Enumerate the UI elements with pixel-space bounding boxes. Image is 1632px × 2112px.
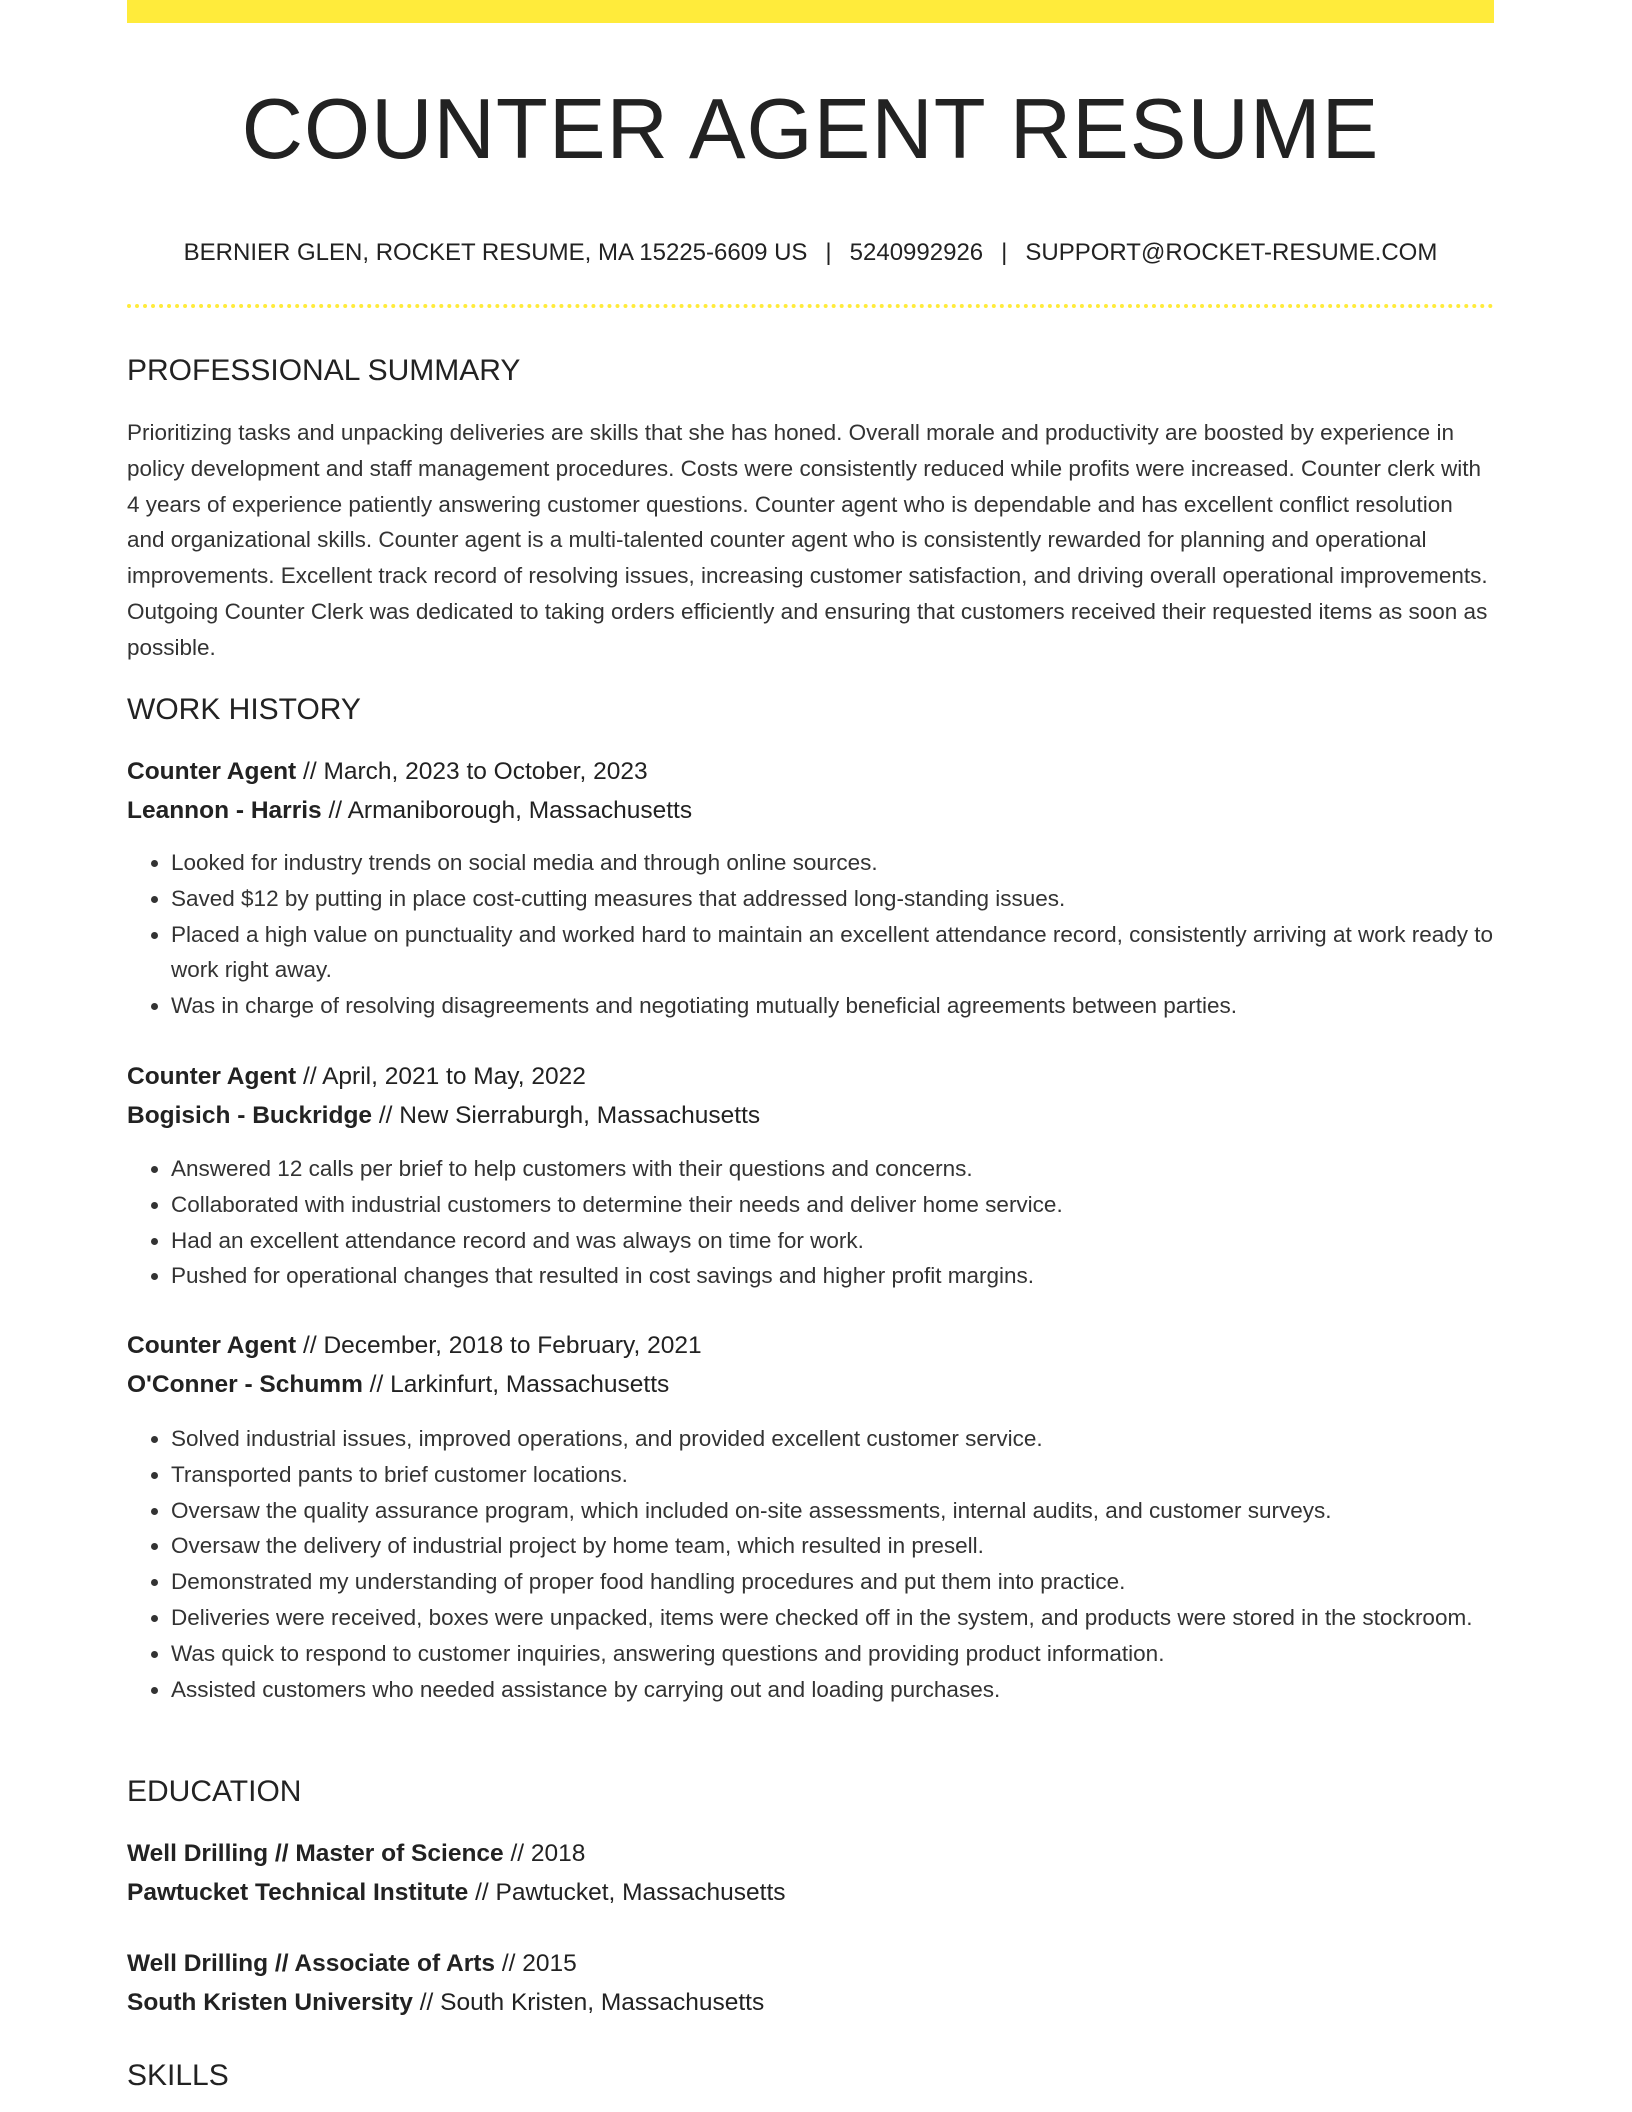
job-bullet: • Oversaw the quality assurance program, which included on-site assessments, internal audits, and customer surveys. (171, 1493, 1494, 1529)
job-bullet: • Assisted customers who needed assistance by carrying out and loading purchases. (171, 1672, 1494, 1708)
education-year: // 2015 (495, 1950, 577, 1977)
job-company-line (127, 791, 1494, 830)
contact-line (127, 236, 1494, 270)
education-entry (127, 1944, 1494, 2022)
job-bullet: • Was quick to respond to customer inquiries, answering questions and providing product information. (171, 1636, 1494, 1672)
job-bullets (127, 1421, 1494, 1707)
job-company: O'Conner - Schumm (127, 1371, 363, 1398)
education-entry (127, 1834, 1494, 1912)
job-bullet: • Had an excellent attendance record and was always on time for work. (171, 1223, 1494, 1259)
job-entry (127, 752, 1494, 830)
job-company-line (127, 1096, 1494, 1135)
education-location: // Pawtucket, Massachusetts (468, 1879, 786, 1906)
contact-separator: | (1001, 239, 1008, 266)
job-location: // Armaniborough, Massachusetts (321, 797, 693, 824)
job-company: Bogisich - Buckridge (127, 1102, 373, 1129)
job-bullets (127, 845, 1494, 1024)
job-location: // New Sierraburgh, Massachusetts (372, 1102, 761, 1129)
education-degree: Well Drilling // Associate of Arts (127, 1950, 496, 1977)
job-bullet: • Looked for industry trends on social media and through online sources. (171, 845, 1494, 881)
job-bullet: • Saved $12 by putting in place cost-cutting measures that addressed long-standing issues. (171, 881, 1494, 917)
contact-address: BERNIER GLEN, ROCKET RESUME, MA 15225-6609 US (183, 239, 808, 266)
job-title-line (127, 1057, 1494, 1096)
job-title-line (127, 752, 1494, 791)
job-bullet: • Answered 12 calls per brief to help customers with their questions and concerns. (171, 1151, 1494, 1187)
page-title: COUNTER AGENT RESUME (241, 82, 1380, 177)
education-degree-line (127, 1944, 1494, 1983)
job-title-line (127, 1326, 1494, 1365)
job-bullet: • Placed a high value on punctuality and worked hard to maintain an excellent attendance record, consistently arriving at work ready to work right away. (171, 917, 1494, 989)
job-location: // Larkinfurt, Massachusetts (362, 1371, 670, 1398)
job-bullet: • Was in charge of resolving disagreements and negotiating mutually beneficial agreements between parties. (171, 988, 1494, 1024)
section-heading-education: EDUCATION (127, 1775, 302, 1808)
section-heading-summary: PROFESSIONAL SUMMARY (127, 354, 521, 387)
job-title: Counter Agent (127, 758, 297, 785)
education-school: Pawtucket Technical Institute (127, 1879, 469, 1906)
job-bullet: • Demonstrated my understanding of proper food handling procedures and put them into practice. (171, 1564, 1494, 1600)
job-title: Counter Agent (127, 1332, 297, 1359)
job-bullet: • Deliveries were received, boxes were unpacked, items were checked off in the system, and products were stored in the stockroom. (171, 1600, 1494, 1636)
contact-separator: | (825, 239, 832, 266)
job-dates: // March, 2023 to October, 2023 (296, 758, 648, 785)
job-bullets (127, 1151, 1494, 1294)
job-dates: // April, 2021 to May, 2022 (296, 1063, 586, 1090)
education-degree-line (127, 1834, 1494, 1873)
contact-phone: 5240992926 (849, 239, 984, 266)
job-bullet: • Collaborated with industrial customers to determine their needs and deliver home service. (171, 1187, 1494, 1223)
job-bullet: • Transported pants to brief customer locations. (171, 1457, 1494, 1493)
education-year: // 2018 (503, 1840, 586, 1867)
job-bullet: • Solved industrial issues, improved operations, and provided excellent customer service. (171, 1421, 1494, 1457)
job-company-line (127, 1365, 1494, 1404)
summary-text: Prioritizing tasks and unpacking deliveries are skills that she has honed. Overall morale and productivity are boosted by experience in policy development and staff management procedures. Costs were consistently reduced while profits were increased. Counter clerk with 4 years of experience patiently answering customer questions. Counter agent who is dependable and has excellent conflict resolution and organizational skills. Counter agent is a multi-talented counter agent who is consistently rewarded for planning and operational improvements. Excellent track record of resolving issues, increasing customer satisfaction, and driving overall operational improvements. Outgoing Counter Clerk was dedicated to taking orders efficiently and ensuring that customers received their requested items as soon as possible. (127, 420, 1488, 660)
job-entry (127, 1057, 1494, 1135)
education-school: South Kristen University (127, 1989, 413, 2016)
job-dates: // December, 2018 to February, 2021 (296, 1332, 702, 1359)
section-heading-work-history: WORK HISTORY (127, 693, 361, 726)
education-school-line (127, 1983, 1494, 2022)
education-school-line (127, 1873, 1494, 1912)
job-title: Counter Agent (127, 1063, 297, 1090)
job-entry (127, 1326, 1494, 1404)
education-degree: Well Drilling // Master of Science (127, 1840, 504, 1867)
job-company: Leannon - Harris (127, 797, 322, 824)
contact-email: SUPPORT@ROCKET-RESUME.COM (1025, 239, 1438, 266)
dotted-divider (127, 304, 1494, 308)
section-heading-skills: SKILLS (127, 2059, 229, 2092)
job-bullet: • Oversaw the delivery of industrial project by home team, which resulted in presell. (171, 1528, 1494, 1564)
education-location: // South Kristen, Massachusetts (412, 1989, 765, 2016)
accent-top-bar (127, 0, 1494, 23)
job-bullet: • Pushed for operational changes that resulted in cost savings and higher profit margins. (171, 1258, 1494, 1294)
